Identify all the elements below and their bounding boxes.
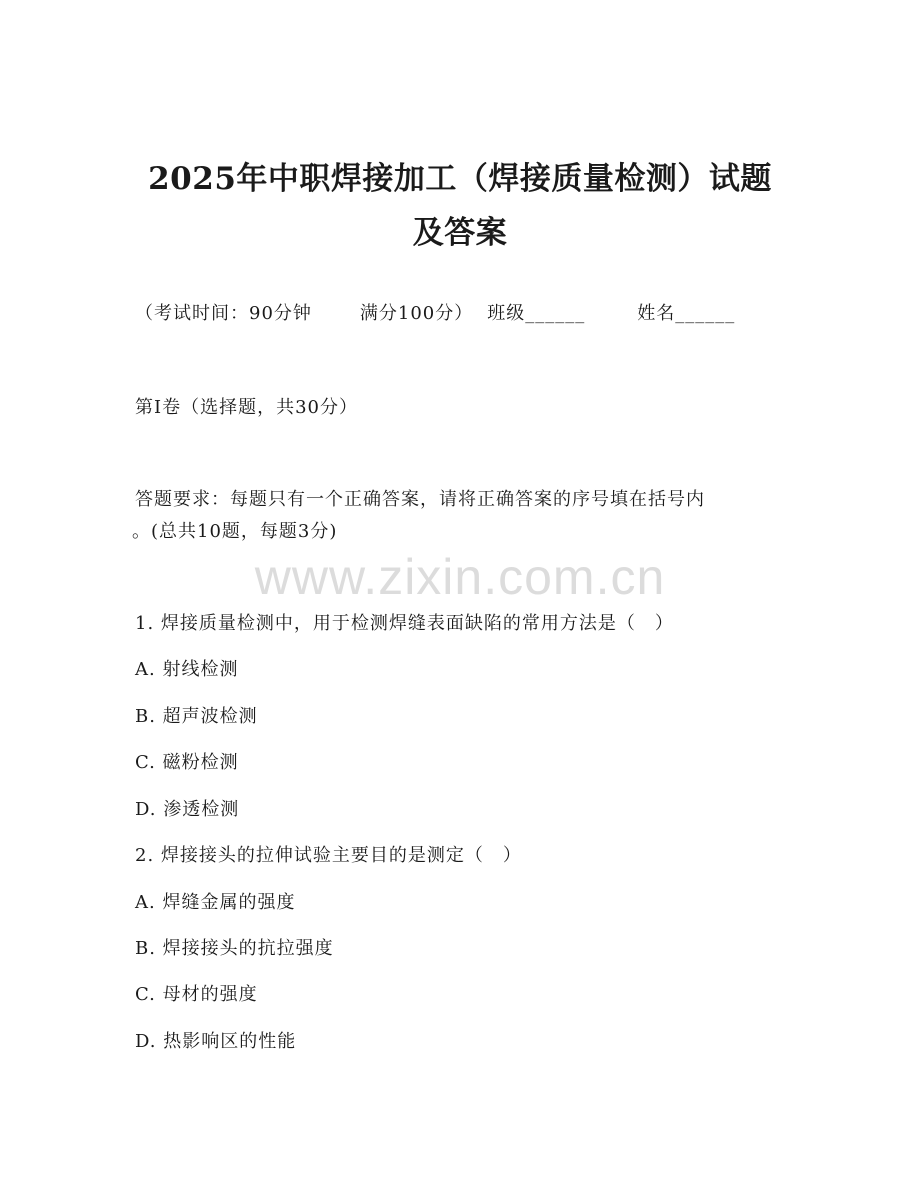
title-line-1: 2025年中职焊接加工（焊接质量检测）试题 [148,161,772,197]
full-score: 满分100分） [359,303,474,324]
section-heading: 第Ⅰ卷（选择题，共30分） [135,397,359,418]
question-2-option-b: B. 焊接接头的抗拉强度 [135,938,334,959]
requirement-line-2: 。(总共10题，每题3分) [132,521,338,542]
document-title [100,152,820,260]
question-1-option-b: B. 超声波检测 [135,706,258,727]
question-1-option-d: D. 渗透检测 [135,799,240,820]
question-2-option-c: C. 母材的强度 [135,984,258,1005]
name-field: 姓名______ [637,303,736,324]
question-1-option-c: C. 磁粉检测 [135,752,239,773]
exam-meta [135,302,735,326]
class-field: 班级______ [487,303,586,324]
question-2-option-a: A. 焊缝金属的强度 [135,892,296,913]
requirement-line-1: 答题要求：每题只有一个正确答案，请将正确答案的序号填在括号内 [135,489,705,510]
question-1-stem: 1. 焊接质量检测中，用于检测焊缝表面缺陷的常用方法是（ ） [135,613,674,634]
question-2-option-d: D. 热影响区的性能 [135,1031,297,1052]
watermark: www.zixin.com.cn [254,549,666,605]
question-2-stem: 2. 焊接接头的拉伸试验主要目的是测定（ ） [135,845,522,866]
title-line-2: 及答案 [412,215,508,251]
question-1-option-a: A. 射线检测 [135,659,239,680]
exam-time: （考试时间：90分钟 [135,303,312,324]
